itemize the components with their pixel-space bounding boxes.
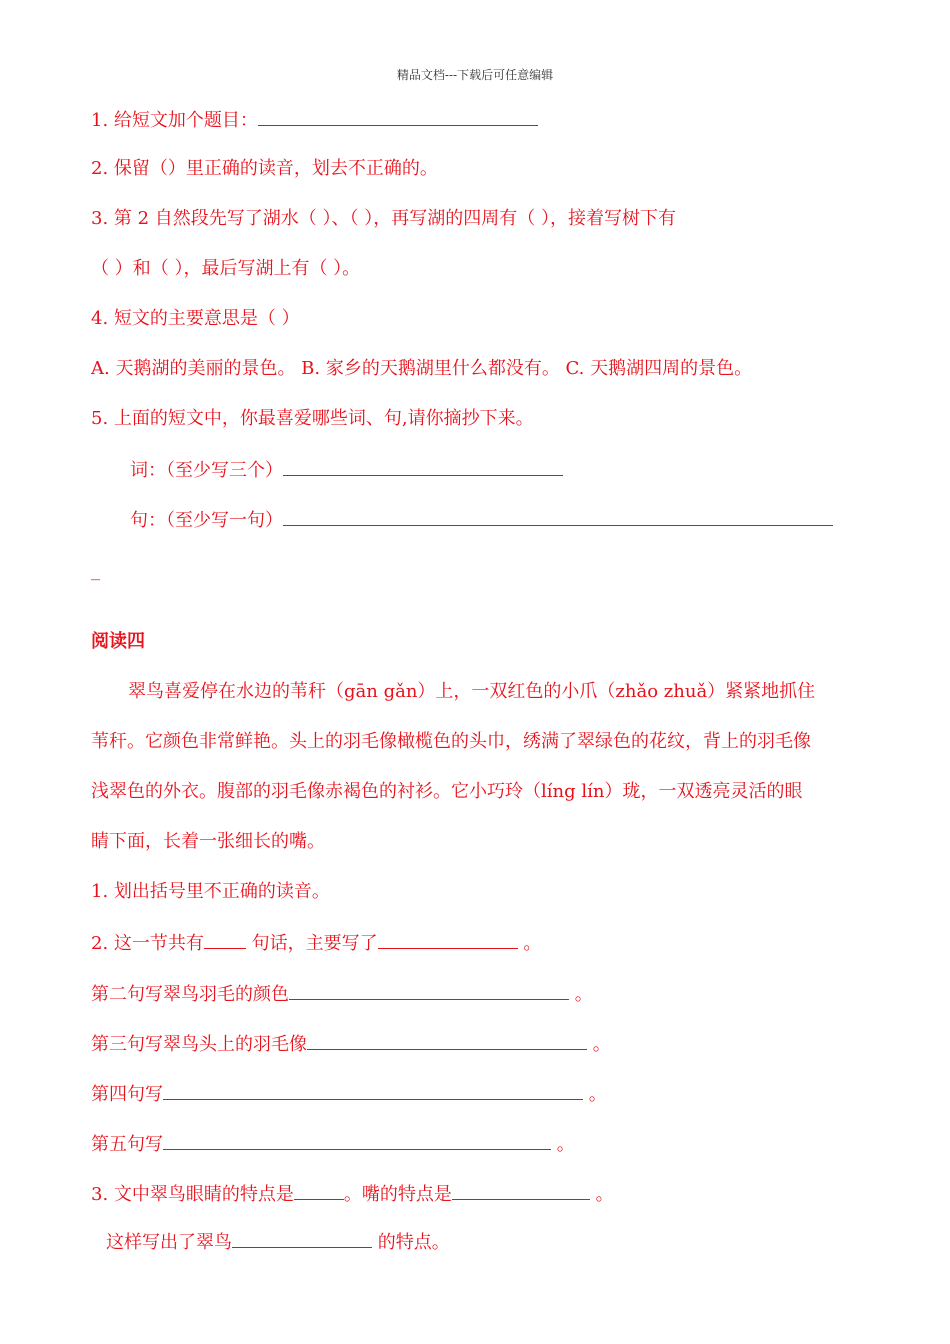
section-title: 阅读四	[91, 631, 145, 652]
fifth-sentence-label: 第五句写	[91, 1134, 163, 1155]
fifth-sentence-blank[interactable]	[163, 1131, 551, 1150]
trailing-underscore: _	[91, 560, 100, 581]
third-sentence-blank[interactable]	[307, 1031, 587, 1050]
word-answer-blank[interactable]	[283, 457, 563, 476]
question-1	[91, 107, 538, 133]
third-sentence-end: 。	[587, 1034, 611, 1055]
reading-question-3-text-a: 3. 文中翠鸟眼睛的特点是	[91, 1184, 294, 1205]
fourth-sentence-end: 。	[583, 1084, 607, 1105]
page-header: 精品文档---下载后可任意编辑	[396, 68, 554, 82]
question-4-options: A. 天鹅湖的美丽的景色。 B. 家乡的天鹅湖里什么都没有。 C. 天鹅湖四周的景色。	[91, 358, 753, 379]
question-3-line-1: 3. 第 2 自然段先写了湖水（ ）、（ ），再写湖的四周有（ ），接着写树下有	[91, 208, 676, 229]
reading-question-3-text-c: 。	[589, 1184, 614, 1205]
reading-question-2	[91, 930, 541, 956]
sentence-answer-row	[130, 507, 833, 533]
third-sentence-label: 第三句写翠鸟头上的羽毛像	[91, 1034, 307, 1055]
question-1-text: 1. 给短文加个题目：	[91, 110, 258, 131]
fifth-sentence-row	[91, 1131, 575, 1157]
fifth-sentence-end: 。	[551, 1134, 575, 1155]
fourth-sentence-row	[91, 1081, 607, 1107]
main-idea-blank[interactable]	[378, 930, 518, 949]
question-4: 4. 短文的主要意思是（ ）	[91, 308, 300, 329]
beak-feature-blank[interactable]	[452, 1181, 590, 1200]
passage-line-1: 翠鸟喜爱停在水边的苇秆（gān gǎn）上，一双红色的小爪（zhǎo zhuǎ）紧紧地抓住	[128, 681, 816, 702]
fourth-sentence-label: 第四句写	[91, 1084, 163, 1105]
sentence-answer-blank[interactable]	[283, 507, 833, 526]
sentence-count-blank[interactable]	[204, 930, 246, 949]
reading-question-3-end	[106, 1229, 450, 1255]
feature-label: 这样写出了翠鸟	[106, 1232, 232, 1253]
reading-question-1: 1. 划出括号里不正确的读音。	[91, 881, 330, 902]
second-sentence-row	[91, 981, 593, 1007]
reading-question-2-text-b: 句话，主要写了	[245, 933, 378, 954]
second-sentence-label: 第二句写翠鸟羽毛的颜色	[91, 984, 289, 1005]
feature-end: 的特点。	[372, 1232, 450, 1253]
reading-question-3-text-b: 。嘴的特点是	[343, 1184, 452, 1205]
fourth-sentence-blank[interactable]	[163, 1081, 583, 1100]
reading-question-3	[91, 1181, 614, 1207]
passage-line-3: 浅翠色的外衣。腹部的羽毛像赤褐色的衬衫。它小巧玲（líng lín）珑，一双透亮灵活的眼	[91, 781, 803, 802]
answer-blank[interactable]	[258, 107, 538, 126]
question-5: 5. 上面的短文中，你最喜爱哪些词、句,请你摘抄下来。	[91, 408, 534, 429]
second-sentence-end: 。	[569, 984, 593, 1005]
word-label: 词：（至少写三个）	[130, 460, 283, 481]
passage-line-4: 睛下面，长着一张细长的嘴。	[91, 831, 325, 852]
question-3-line-2: （ ）和（ ），最后写湖上有（ ）。	[91, 258, 361, 279]
reading-question-2-text-c: 。	[517, 933, 542, 954]
overall-feature-blank[interactable]	[232, 1229, 372, 1248]
word-answer-row	[130, 457, 563, 483]
passage-line-2: 苇秆。它颜色非常鲜艳。头上的羽毛像橄榄色的头巾，绣满了翠绿色的花纹，背上的羽毛像	[91, 731, 811, 752]
eye-feature-blank[interactable]	[294, 1181, 344, 1200]
second-sentence-blank[interactable]	[289, 981, 569, 1000]
reading-question-2-text-a: 2. 这一节共有	[91, 933, 204, 954]
third-sentence-row	[91, 1031, 611, 1057]
question-2: 2. 保留（）里正确的读音，划去不正确的。	[91, 158, 438, 179]
sentence-label: 句：（至少写一句）	[130, 510, 283, 531]
